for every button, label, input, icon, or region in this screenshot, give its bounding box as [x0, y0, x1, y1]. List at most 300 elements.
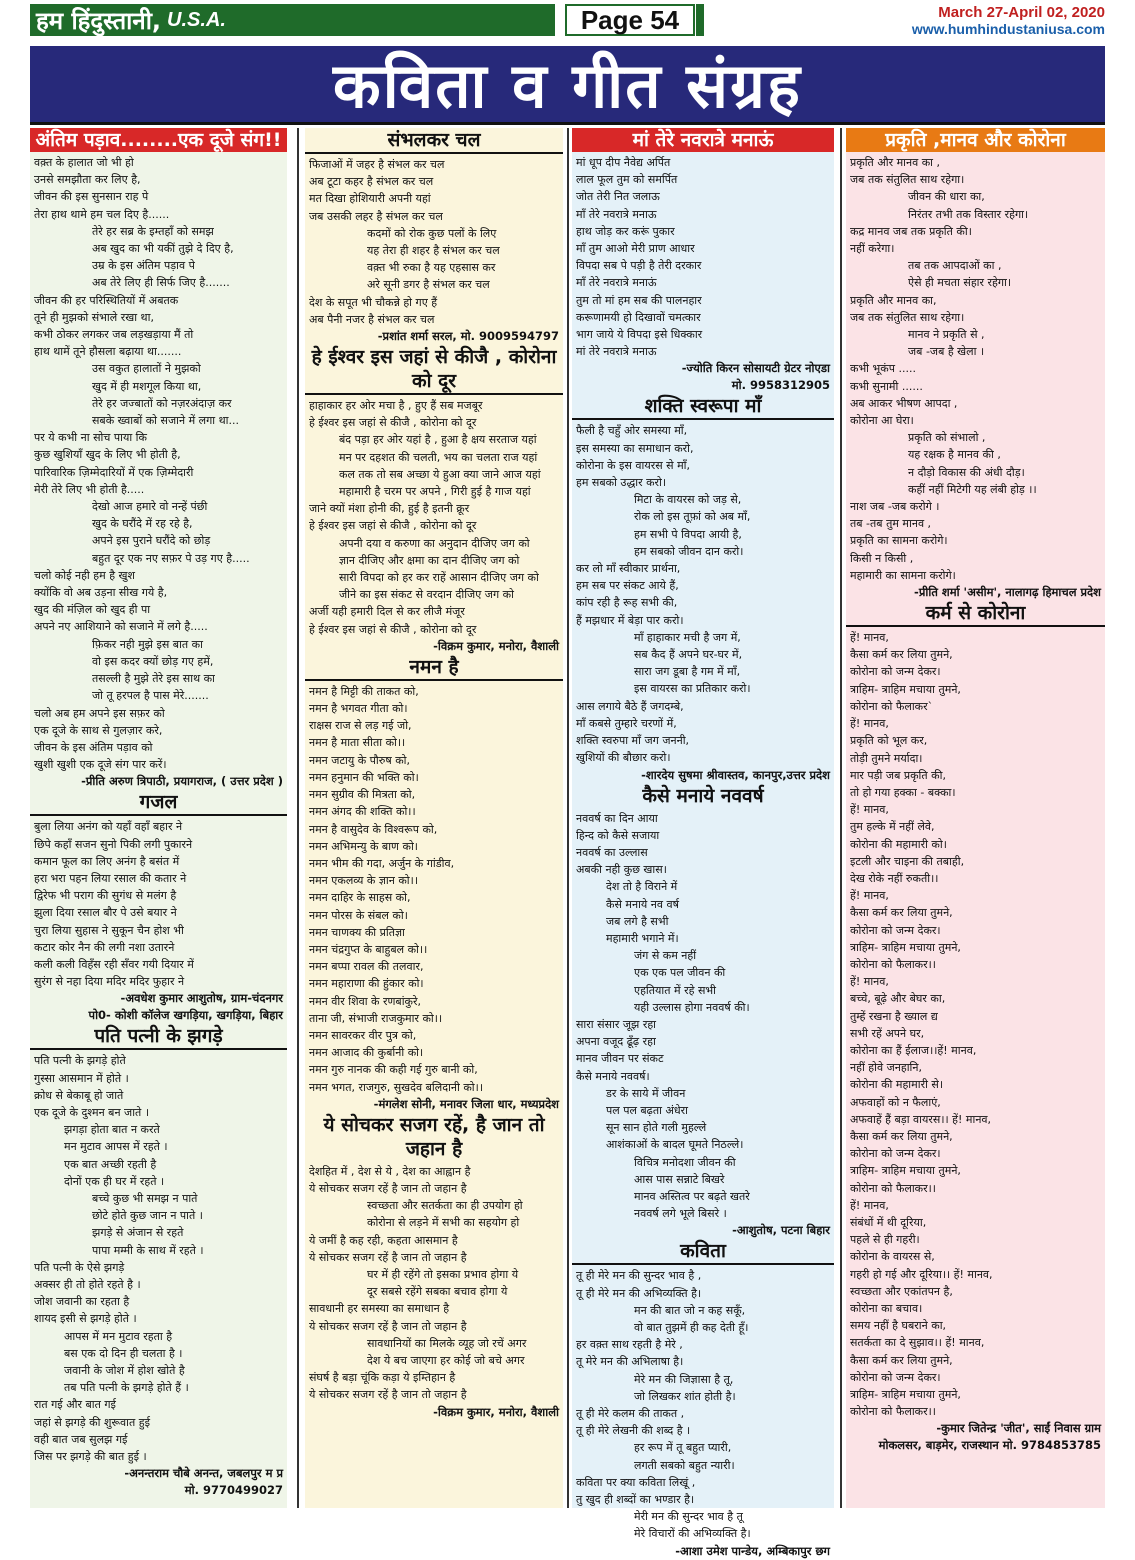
poem-line: अब तेरे लिए ही सिर्फ जिए है.......: [92, 276, 230, 290]
poem-line: तेरे हर जज्बातों को नज़रअंदाज़ कर: [92, 396, 232, 410]
poem-line: देख रोके नहीं रुकती।।: [850, 871, 939, 885]
poem-line: वो बात तुझमें ही कह देती हूँ।: [634, 1320, 749, 1334]
poem-line: जो लिखकर शांत होती है।: [634, 1389, 736, 1403]
poem-line: हें! मानव,: [850, 1198, 889, 1212]
poem-line: कैसा कर्म कर लिया तुमने,: [850, 1129, 953, 1143]
poem-line: त्राहिम- त्राहिम मचाया तुमने,: [850, 1164, 961, 1178]
poem-line: अपनी दया व करुणा का अनुदान दीजिए जग को: [339, 536, 530, 550]
poem-title: कैसे मनाये नववर्ष: [642, 784, 764, 807]
poem-section: [576, 394, 830, 783]
poem-line: वक़्त के हालात जो भी हो: [34, 156, 134, 169]
poem-line: गहरी हो गई और दूरिया।। हें! मानव,: [850, 1267, 993, 1281]
poem-line: माँ कबसे तुम्हारे चरणों में,: [576, 716, 677, 730]
poem-line: जब उसकी लहर है संभल कर चल: [309, 209, 443, 223]
poem-line: सभी रहें अपने घर,: [850, 1026, 925, 1040]
poem-line: आपस में मन मुटाव रहता है: [64, 1329, 173, 1343]
poem-line: अब खुद का भी यकीं तुझे दे दिए है,: [92, 242, 234, 256]
poem-line: सून सान होते गली मुहल्ले: [606, 1121, 707, 1135]
poem-line: हैं मझधार में बेड़ा पार करो।: [576, 613, 684, 627]
poem-title: संभलकर चल: [305, 128, 563, 154]
poem-line: तब तक आपदाओं का ,: [908, 259, 1002, 273]
poem-line: नमन आजाद की कुर्बानी को।: [309, 1046, 424, 1060]
poem-line: सब कैद हैं अपने घर-घर में,: [634, 648, 743, 662]
poem-line: जाने क्यों मंशा होनी की, हुई है इतनी क्रूर: [309, 502, 470, 516]
poem-line: चलो अब हम अपने इस सफ़र को: [34, 706, 165, 720]
poem-line: सारा संसार जूझ रहा: [576, 1017, 657, 1031]
poem-line: कैसे मनाये नववर्ष।: [576, 1069, 650, 1083]
poem-line: छोटे होते कुछ जान न पाते ।: [92, 1209, 203, 1223]
poem-line: नमन भीम की गदा, अर्जुन के गांडीव,: [309, 856, 455, 870]
poem-title: कर्म से कोरोना: [846, 601, 1105, 627]
poem-line: रात गई और बात गई: [34, 1398, 116, 1412]
poem-section: [576, 128, 830, 394]
poem-line: कोरोना का हैं ईलाज।।हें! मानव,: [850, 1043, 977, 1057]
poem-line: पापा मम्मी के साथ में रहते ।: [92, 1243, 204, 1257]
poem-title: हे ईश्वर इस जहां से कीजै , कोरोना को दूर: [305, 345, 563, 395]
poem-author: -अवधेश कुमार आशुतोष, ग्राम-चंदनगर: [120, 991, 283, 1006]
poem-author: पो0- कोशी कॉलेज खगड़िया, खगड़िया, बिहार: [88, 1008, 283, 1023]
poem-line: जो तू हरपल है पास मेरे.......: [92, 689, 209, 703]
poem-line: वक़्त भी रुका है यह एहसास कर: [367, 261, 496, 275]
poem-line: चुरा लिया सुहास ने सुकून चैन होश भी: [34, 923, 184, 937]
poem-section: [34, 1024, 283, 1499]
poem-section: [576, 784, 830, 1240]
poem-line: निरंतर तभी तक विस्तार रहेगा।: [908, 207, 1029, 221]
poem-line: सावधानी हर समस्या का समाधान है: [309, 1302, 450, 1316]
poem-line: कोरोना को जन्म देकर।: [850, 923, 941, 937]
poem-body: [576, 1267, 830, 1542]
poem-line: आशंकाओं के बादल घूमते निठल्ले।: [606, 1138, 744, 1152]
poem-line: इस समस्या का समाधान करो,: [576, 441, 694, 455]
column-divider: [840, 128, 842, 1508]
poem-line: मानव जीवन पर संकट: [576, 1052, 664, 1066]
poem-line: शक्ति स्वरुपा माँ जग जननी,: [576, 734, 690, 748]
issue-date: March 27-April 02, 2020: [938, 4, 1105, 21]
poem-line: मानव ने प्रकृति से ,: [908, 328, 985, 342]
poem-line: इस वायरस का प्रतिकार करो।: [634, 682, 751, 696]
poem-line: महामारी का सामना करोगे।: [850, 568, 956, 582]
poem-line: कल तक तो सब अच्छा ये हुआ क्या जाने आज यहां: [339, 467, 541, 481]
poem-line: यही उल्लास होगा नववर्ष की।: [634, 1000, 750, 1014]
poem-line: देश के सपूत भी चौकन्ने हो गए हैं: [309, 295, 438, 309]
poem-line: प्रकृति को संभालो ,: [908, 431, 986, 445]
poem-line: कोरोना की महामारी से।: [850, 1078, 944, 1092]
poem-line: तू ही मेरे लेखनी की शब्द है ।: [576, 1424, 691, 1438]
poem-line: हम सबको उद्धार करो।: [576, 476, 667, 490]
poem-line: यह तेरा ही शहर है संभल कर चल: [367, 244, 500, 258]
poem-line: नाश जब -जब करोगे ।: [850, 500, 940, 514]
poem-line: हरा भरा पहन लिया रसाल की कतार ने: [34, 871, 187, 885]
poem-line: नमन एकलव्य के ज्ञान को।।: [309, 874, 418, 888]
poem-line: बुला लिया अनंग को यहाँ वहाँ बहार ने: [34, 820, 183, 834]
poem-line: सुरंग से नहा दिया मदिर मदिर फुहार ने: [34, 975, 185, 989]
publication-name: हम हिंदुस्तानी,: [36, 6, 162, 35]
poem-line: झगड़े से अंजान से रहते: [92, 1226, 184, 1240]
poem-line: माँ तुम आओ मेरी प्राण आधार: [576, 242, 695, 256]
poem-line: कमान फूल का लिए अनंग है बसंत में: [34, 854, 180, 868]
poem-line: तू ही मेरे मन की अभिव्यक्ति है।: [576, 1286, 702, 1300]
poem-line: हाहाकार हर ओर मचा है , हुए हैं सब मजबूर: [309, 399, 483, 413]
poem-line: क्योंकि वो अब उड़ना सीख गये है,: [34, 586, 168, 600]
poem-line: नमन अभिमन्यु के बाण को।: [309, 839, 418, 853]
poem-line: नववर्ष का उल्लास: [576, 845, 648, 859]
poem-line: हाथ जोड़ कर करूं पुकार: [576, 224, 675, 238]
poem-line: ताना जी, संभाजी राजकुमार को।।: [309, 1011, 443, 1025]
poem-line: जंग से कम नहीं: [634, 949, 697, 963]
column-divider: [567, 128, 569, 1508]
poem-author: -विक्रम कुमार, मनोरा, वैशाली: [433, 1404, 559, 1419]
poem-line: डर के साये में जीवन: [606, 1086, 686, 1100]
poem-line: नमन सुग्रीव की मित्रता को,: [309, 788, 416, 802]
poem-line: एहतियात में रहे सभी: [634, 983, 716, 997]
poem-line: अरे सूनी डगर है संभल कर चल: [367, 278, 490, 292]
poem-line: हाथ थामें तूने हौसला बढ़ाया था.......: [34, 345, 182, 359]
poem-line: ये सोचकर सजग रहें है जान तो जहान है: [309, 1388, 467, 1402]
poem-section: [34, 128, 283, 790]
poem-body: [309, 683, 559, 1096]
poem-body: [576, 422, 830, 766]
poem-line: चलो कोई नही हम है खुश: [34, 568, 136, 582]
poem-line: दूर सबसे रहेंगे सबका बचाव होगा ये: [367, 1285, 508, 1299]
poem-line: दोनों एक ही घर में रहते ।: [64, 1174, 165, 1188]
poem-body: [309, 1163, 559, 1404]
poem-line: कोरोना का बचाव।: [850, 1302, 923, 1315]
poem-line: अक्सर ही तो होते रहते है ।: [34, 1277, 141, 1291]
poem-line: पर ये कभी ना सोच पाया कि: [34, 431, 147, 445]
page-header: [30, 4, 1105, 42]
poem-line: सारी विपदा को हर कर राहें आसान दीजिए जग को: [339, 571, 539, 585]
poem-line: प्रकृति को भूल कर,: [850, 734, 928, 748]
poem-line: कविता पर क्या कविता लिखूं ,: [576, 1475, 696, 1489]
poem-line: मन मुटाव आपस में रहते ।: [64, 1140, 168, 1154]
poem-line: फैली है चहुँ ओर समस्या माँ,: [576, 424, 688, 438]
poem-title: कविता: [572, 1239, 834, 1265]
poem-line: ऐसे ही मचता संहार रहेगा।: [908, 276, 1012, 290]
poem-line: गुस्सा आसमान में होते ।: [34, 1071, 129, 1085]
poem-line: तुम तो मां हम सब की पालनहार: [576, 293, 702, 307]
poem-line: हें! मानव,: [850, 889, 889, 903]
header-divider: [696, 4, 704, 36]
poem-line: नमन पोरस के संबल को।: [309, 908, 408, 922]
poem-line: कांप रही है रूह सभी की,: [576, 596, 678, 610]
poem-line: शायद इसी से झगड़े होते ।: [34, 1312, 137, 1326]
poem-line: नमन जटायु के पौरुष को,: [309, 753, 410, 767]
poem-line: अपने नए आशियाने को सजाने में लगे है.....: [34, 620, 208, 634]
poem-section: [576, 1239, 830, 1559]
poem-line: जवानी के जोश में होश खोते है: [64, 1364, 185, 1377]
poem-line: माँ तेरे नवरात्रे मनाऊं: [576, 276, 657, 290]
poem-line: माँ हाहाकार मची है जग में,: [634, 630, 741, 644]
poem-line: कोरोना को फैलाकर।।: [850, 957, 936, 971]
poem-line: ये जमीं है कह रही, कहता आसमान है: [309, 1233, 458, 1247]
column-4: [846, 128, 1105, 1508]
poem-line: अफवाहें हैं बड़ा वायरस।। हें! मानव,: [850, 1112, 992, 1126]
poem-line: कोरोना को फैलाकर।।: [850, 1405, 936, 1419]
poem-line: तसल्ली है मुझे तेरे इस साथ का: [92, 672, 215, 686]
poem-section: [309, 1113, 559, 1421]
poem-line: हम सब पर संकट आये हैं,: [576, 579, 679, 593]
poem-line: मेरे मन की जिज्ञासा है तू,: [634, 1372, 734, 1386]
poem-line: हर रूप में तू बहुत प्यारी,: [634, 1441, 732, 1455]
poem-author: -प्रीति शर्मा 'असीम', नालागढ़ हिमाचल प्रदेश: [914, 585, 1101, 600]
poem-line: फिजाओं में जहर है संभल कर चल: [309, 158, 445, 171]
poem-line: देशहित में , देश से ये , देश का आह्वान है: [309, 1164, 471, 1178]
page-number-label: Page 54: [565, 4, 695, 36]
poem-line: कोरोना को फैलाकर`: [850, 699, 934, 713]
poem-line: करूणामयी हो दिखावों चमत्कार: [576, 310, 701, 324]
issue-info: [912, 4, 1105, 37]
column-3: [572, 128, 834, 1558]
poem-line: हे ईश्वर इस जहां से कीजै , कोरोना को दूर: [309, 519, 477, 533]
poem-line: अफवाहों को न फैलाएं,: [850, 1095, 941, 1109]
poem-line: कोरोना आ घेरा।: [850, 414, 914, 428]
poem-line: हें! मानव,: [850, 631, 889, 645]
poem-body: [850, 629, 1101, 1420]
poem-line: जीवन की इस सुनसान राह पे: [34, 190, 149, 204]
poem-line: तू ही मेरे कलम की ताकत ,: [576, 1407, 685, 1420]
poem-line: स्वच्छता और सतर्कता का ही उपयोग हो: [367, 1199, 523, 1213]
poem-line: पति पत्नी के झगड़े होते: [34, 1054, 126, 1068]
poem-line: राक्षस राज से लड़ गई जो,: [309, 719, 412, 733]
poem-line: कोरोना के इस वायरस से माँ,: [576, 458, 691, 472]
poem-line: त्राहिम- त्राहिम मचाया तुमने,: [850, 1388, 961, 1402]
poem-author: -विक्रम कुमार, मनोरा, वैशाली: [433, 638, 559, 653]
poem-line: हम सबको जीवन दान करो।: [634, 544, 744, 558]
poem-line: तो हो गया हक्का - बक्का।: [850, 785, 956, 799]
poem-line: प्रकृति का सामना करोगे।: [850, 534, 948, 548]
poem-line: विपदा सब पे पड़ी है तेरी दरकार: [576, 259, 702, 273]
poem-line: जोश जवानी का रहता है: [34, 1295, 130, 1309]
poem-line: कुछ खुशियाँ खुद के लिए भी होती है,: [34, 448, 181, 462]
poem-line: तू मेरे मन की अभिलाषा है।: [576, 1355, 684, 1369]
poem-line: अबकी नही कुछ खास।: [576, 863, 667, 877]
poem-line: कैसा कर्म कर लिया तुमने,: [850, 906, 953, 920]
poem-line: नमन है वासुदेव के विश्वरूप को,: [309, 822, 438, 836]
section-banner: कविता व गीत संग्रह: [30, 46, 1105, 125]
poem-line: रोक लो इस तूफ़ां को अब माँ,: [634, 510, 751, 524]
poem-line: कदमों को रोक कुछ पलों के लिए: [367, 226, 497, 240]
poem-line: तेरे हर सब्र के इम्तहाँ को समझ: [92, 224, 214, 238]
poem-line: मेरी मन की सुन्दर भाव है तू: [634, 1510, 743, 1524]
poem-line: झगड़ा होता बात न करते: [64, 1123, 160, 1137]
poem-line: नहीं होवे जनहानि,: [850, 1061, 923, 1075]
poem-line: नमन गुरु नानक की कही गई गुरु बानी को,: [309, 1063, 478, 1077]
poem-line: वो इस कदर क्यों छोड़ गए हमें,: [92, 654, 214, 668]
poem-line: कैसा कर्म कर लिया तुमने,: [850, 648, 953, 662]
poem-line: प्रकृति और मानव का ,: [850, 156, 941, 169]
poem-line: बस एक दो दिन ही चलता है ।: [64, 1346, 183, 1360]
publication-edition: U.S.A.: [167, 8, 226, 31]
poem-line: ये सोचकर सजग रहें है जान तो जहान है: [309, 1250, 467, 1264]
poem-line: सबके ख्वाबों को सजाने में लगा था...: [92, 414, 240, 428]
poem-line: तब पति पत्नी के झगड़े होते हैं ।: [64, 1381, 189, 1395]
poem-line: झुला दिया रसाल बौर पे उसे बयार ने: [34, 906, 177, 920]
poem-line: एक बात अच्छी रहती है: [64, 1157, 157, 1171]
poem-line: सारा जग डूबा है गम में माँ,: [634, 665, 741, 679]
poem-line: किसी न किसी ,: [850, 551, 914, 565]
poem-line: नमन हनुमान की भक्ति को।: [309, 770, 419, 784]
poem-line: एक दूजे के साथ से गुलज़ार करे,: [34, 723, 163, 737]
poem-line: लाल फूल तुम को समर्पित: [576, 173, 678, 187]
poem-line: देखो आज हमारे वो नन्हें पंछी: [92, 500, 208, 514]
poem-title: प्रकृति ,मानव और कोरोना: [846, 128, 1105, 152]
column-1: [30, 128, 287, 1508]
poem-line: बहुत दूर एक नए सफ़र पे उड़ गए है.....: [92, 551, 250, 565]
poem-line: नमन चंद्रगुप्त के बाहुबल को।।: [309, 942, 428, 956]
poem-line: अब टूटा कहर है संभल कर चल: [309, 175, 434, 189]
poem-line: मार पड़ी जब प्रकृति की,: [850, 768, 946, 782]
poem-line: जीवन की हर परिस्थितियों में अबतक: [34, 293, 179, 307]
poem-line: जब तक संतुलित साथ रहेगा।: [850, 173, 965, 187]
poem-title: मां तेरे नवरात्रे मनाऊं: [572, 128, 834, 152]
poem-author: -अनन्तराम चौबे अनन्त, जबलपुर म प्र: [124, 1466, 283, 1481]
poem-line: तेरा हाथ थामे हम चल दिए है......: [34, 207, 170, 221]
poem-line: कोरोना की महामारी को।: [850, 837, 947, 851]
poem-line: खुद में ही मशगूल किया था,: [92, 379, 202, 393]
poem-line: संघर्ष है बड़ा चूंकि कड़ा ये इम्तिहान है: [309, 1371, 456, 1385]
poem-body: [34, 154, 283, 773]
poem-line: जोत तेरी नित जलाऊ: [576, 190, 660, 204]
poem-author: -प्रशांत शर्मा सरल, मो. 9009594797: [377, 329, 559, 344]
poem-line: हें! मानव,: [850, 803, 889, 817]
poem-line: तुम हल्के में नहीं लेवे,: [850, 820, 935, 834]
poem-line: उनसे समझौता कर लिए है,: [34, 173, 141, 187]
poem-line: नमन अंगद की शक्ति को।।: [309, 805, 416, 819]
poem-line: महामारी है चरम पर अपने , गिरी हुई है गाज यहां: [339, 485, 531, 499]
poem-line: यह रक्षक है मानव की ,: [908, 448, 1001, 462]
poem-body: [576, 810, 830, 1223]
poem-line: मां तेरे नवरात्रे मनाऊ: [576, 345, 657, 359]
poem-author: -शारदेय सुषमा श्रीवास्तव, कानपुर,उत्तर प्रदेश: [641, 767, 830, 782]
poem-line: नववर्ष लगे भूले बिसरे ।: [634, 1207, 727, 1221]
poem-line: तब -तब तुम मानव ,: [850, 517, 932, 531]
poem-line: कद्र मानव जब तक प्रकृति की।: [850, 224, 972, 238]
poem-line: हे ईश्वर इस जहां से कीजै , कोरोना को दूर: [309, 622, 477, 636]
poem-author: मोकलसर, बाड़मेर, राजस्थान मो. 9784853785: [878, 1438, 1101, 1453]
poem-line: आस लगाये बैठे हैं जगदम्बे,: [576, 699, 684, 713]
poem-author: -आशा उमेश पान्डेय, अम्बिकापुर छग: [675, 1543, 830, 1558]
poem-line: पारिवारिक ज़िम्मेदारियों में एक ज़िम्मेदारी: [34, 465, 194, 479]
poem-line: त्राहिम- त्राहिम मचाया तुमने,: [850, 940, 961, 954]
poem-line: वही बात जब सुलझ गई: [34, 1432, 128, 1446]
poem-title: अंतिम पड़ाव........एक दूजे संग!!: [30, 128, 287, 152]
poem-line: आस पास सन्नाटे बिखरे: [634, 1172, 725, 1186]
column-divider: [297, 128, 299, 1508]
column-2: [305, 128, 563, 1508]
poem-line: सावधानियों का मिलके व्यूह जो रचें अगर: [367, 1336, 527, 1350]
poem-line: नमन सावरकर वीर पुत्र को,: [309, 1028, 417, 1042]
poem-line: ज्ञान दीजिए और क्षमा का दान दीजिए जग को: [339, 553, 520, 567]
poem-body: [576, 154, 830, 360]
poem-line: तोड़ी तुमने मर्यादा।: [850, 751, 923, 765]
poem-line: ये सोचकर सजग रहें है जान तो जहान है: [309, 1181, 467, 1195]
poem-line: कैसा कर्म कर लिया तुमने,: [850, 1353, 953, 1367]
poem-line: कोरोना को जन्म देकर।: [850, 1147, 941, 1161]
poem-line: मानव अस्तित्व पर बढ़ते खतरे: [634, 1189, 750, 1203]
poem-line: तूने ही मुझको संभाले रखा था,: [34, 310, 154, 324]
poem-line: नमन वीर शिवा के रणबांकुरे,: [309, 994, 422, 1008]
poem-line: अब पैनी नजर है संभल कर चल: [309, 312, 435, 326]
poem-line: इटली और चाइना की तबाही,: [850, 854, 965, 868]
poem-line: हें! मानव,: [850, 975, 889, 989]
poem-line: मेरी तेरे लिए भी होती है.....: [34, 482, 145, 496]
poem-author: -आशुतोष, पटना बिहार: [732, 1223, 830, 1238]
poem-title: ये सोचकर सजग रहें, है जान तो जहान है: [323, 1113, 545, 1160]
poem-section: [309, 128, 559, 345]
poem-line: खुद की मंज़िल को खुद ही पा: [34, 603, 151, 617]
poem-line: विचित्र मनोदशा जीवन की: [634, 1155, 736, 1169]
poem-line: खुशी खुशी एक दूजे संग पार करें।: [34, 758, 167, 772]
poem-line: लगती सबको बहुत न्यारी।: [634, 1458, 735, 1472]
poem-line: नमन बप्पा रावल की तलवार,: [309, 960, 424, 974]
poem-title: गजल: [30, 790, 287, 816]
poem-line: नववर्ष का दिन आया: [576, 811, 658, 825]
poem-author: -मंगलेश सोनी, मनावर जिला धार, मध्यप्रदेश: [373, 1096, 559, 1111]
poem-section: [34, 790, 283, 1024]
poem-line: कभी ठोकर लगकर जब लड़खड़ाया मैं तो: [34, 328, 194, 342]
poem-line: जीने का इस संकट से वरदान दीजिए जग को: [339, 588, 514, 602]
poem-body: [34, 818, 283, 990]
poem-line: कोरोना को फैलाकर।।: [850, 1181, 936, 1195]
poem-body: [850, 154, 1101, 584]
poem-line: कटार कोर नैन की लगी नशा उतारने: [34, 940, 175, 954]
poem-section: [850, 128, 1101, 601]
poem-line: जिस पर झगड़े की बात हुई ।: [34, 1450, 147, 1464]
poem-line: हें! मानव,: [850, 717, 889, 731]
poem-line: नहीं करेगा।: [850, 242, 895, 256]
poem-line: बंद पड़ा हर ओर यहां है , हुआ है क्षय सरताज यहां: [339, 433, 537, 447]
poem-line: बच्चे कुछ भी समझ न पाते: [92, 1191, 198, 1205]
poem-line: कोरोना के वायरस से,: [850, 1250, 935, 1264]
poem-line: एक दूजे के दुश्मन बन जाते ।: [34, 1105, 149, 1119]
poem-author: -ज्योति किरन सोसायटी ग्रेटर नोएडा: [681, 361, 830, 376]
poem-line: तु खुद ही शब्दों का भण्डार है।: [576, 1493, 695, 1507]
poem-line: जब लगे है सभी: [606, 914, 669, 928]
poem-line: खुशियों की बौछार करो।: [576, 751, 671, 765]
poem-body: [309, 397, 559, 638]
poem-line: समय नहीं है घबराने का,: [850, 1319, 947, 1333]
poem-line: हे ईश्वर इस जहां से कीजै , कोरोना को दूर: [309, 416, 477, 430]
poem-line: कोरोना को जन्म देकर।: [850, 665, 941, 679]
website-link[interactable]: www.humhindustaniusa.com: [911, 21, 1105, 37]
poem-line: माँ तेरे नवरात्रे मनाऊ: [576, 207, 657, 221]
poem-line: कोरोना से लड़ने में सभी का सहयोग हो: [367, 1216, 520, 1230]
poem-line: जीवन की धारा का,: [908, 190, 985, 204]
poem-line: मन पर दहशत की चलती, भय का चलता राज यहां: [339, 450, 538, 464]
poem-author: मो. 9770499027: [184, 1483, 283, 1498]
poem-line: नमन दाहिर के साहस को,: [309, 891, 411, 905]
poem-line: स्वच्छता और एकांतपन है,: [850, 1284, 953, 1298]
poem-line: फ़िकर नही मुझे इस बात का: [92, 637, 203, 651]
poem-section: [309, 345, 559, 655]
poem-title: पति पत्नी के झगड़े: [30, 1024, 287, 1050]
poem-author: -प्रीति अरुण त्रिपाठी, प्रयागराज, ( उत्तर प्रदेश ): [81, 774, 283, 789]
poem-line: नमन है भगवत गीता को।: [309, 702, 408, 716]
poem-line: त्राहिम- त्राहिम मचाया तुमने,: [850, 682, 961, 696]
poem-line: नमन है माता सीता को।।: [309, 736, 406, 750]
poem-line: मेरे विचारों की अभिव्यक्ति है।: [634, 1527, 751, 1541]
poem-line: हम सभी पे विपदा आयी है,: [634, 527, 742, 541]
poem-section: [850, 601, 1101, 1454]
poem-line: नमन भगत, राजगुरु, सुखदेव बलिदानी को।।: [309, 1080, 483, 1094]
poem-line: छिपे कहाँ सजन सुनो पिकी लगी पुकारने: [34, 837, 193, 851]
poem-line: मिटा के वायरस को जड़ से,: [634, 493, 742, 507]
poem-section: [309, 655, 559, 1113]
poem-title: शक्ति स्वरूपा माँ: [572, 394, 834, 420]
poem-line: ये सोचकर सजग रहें है जान तो जहान है: [309, 1319, 467, 1333]
poem-line: पहले से ही गहरी।: [850, 1233, 920, 1247]
poem-line: नमन महाराणा की हुंकार को।: [309, 977, 424, 991]
